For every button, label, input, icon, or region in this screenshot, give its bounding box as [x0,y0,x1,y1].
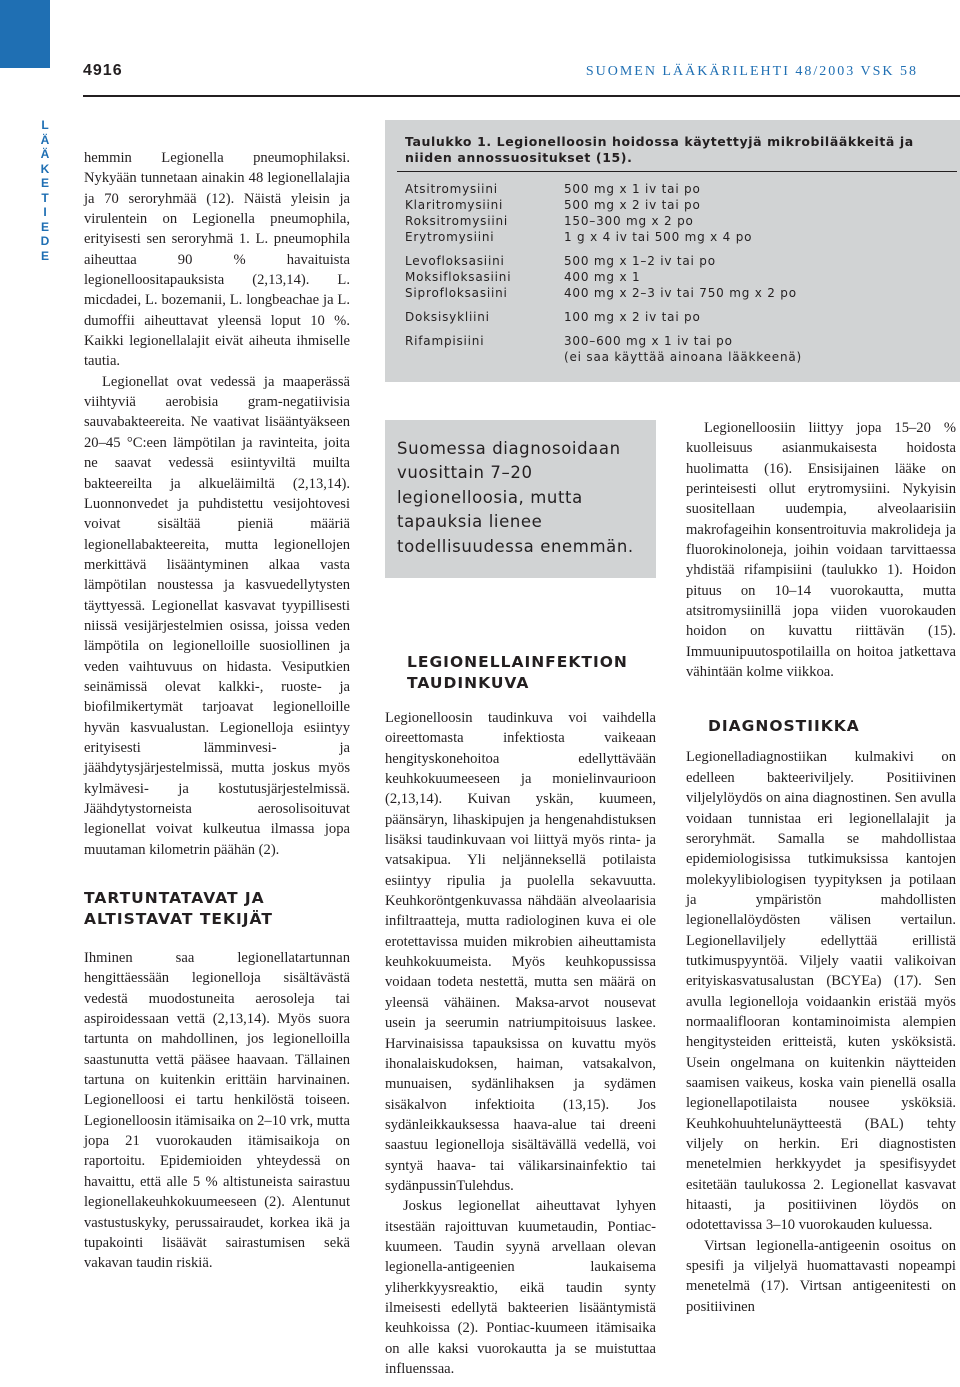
drug-name: Rifampisiini [405,334,485,348]
drug-name: Atsitromysiini [405,182,498,196]
body-paragraph: Legionelladiagnostiikan kulmakivi on edelleen bakteeriviljely. Positiivinen viljelylöydös on aina diagnostinen. Sen avulla voidaan tunnistaa eri legionellalajit ja seroryhmät. Samalla se mahdollistaa epidemiologisissa tutkimuksissa kantojen molekyylibiologisen tyypityksen ja potilaan ja ympäristön mahdollisten legionellalöydösten välisen vertailun. Legionellaviljely edellyttää erillistä tutkimuspyyntöä. Viljely vaatii valikoivan erityiskasvatusalustan (BCYEa) (17). Sen avulla legionelloja voidaankin eristää myös normaaliflooran kontaminoimista alempien hengitysteiden eritteistä, kuten ysköksistä. Usein ongelmana on kuitenkin näytteiden saamisen vaikeus, koska vain pienellä osalla legionellapotilaista nousee ysköksiä. Keuhkohuuhtelunäytteestä (BAL) tehty viljely on herkin. Eri diagnostisten menetelmien herkkyydet ja spesifisyydet esitetään taulukossa 2. Legionellat kasvavat hitaasti, ja positiivinen löydös on odotettavissa 3–10 vuorokauden kuluessa. [686,749,956,1234]
drug-name [405,349,564,365]
drug-group [405,309,945,325]
section-letter: D [40,234,50,248]
section-heading: TARTUNTATAVAT JA ALTISTAVAT TEKIJÄT [84,889,273,929]
article-column-2 [385,652,656,1379]
drug-dosage-table [405,181,945,373]
section-letter: E [40,219,49,234]
section-letter: Ä [40,147,50,161]
drug-name: Doksisykliini [405,310,490,324]
body-paragraph: Joskus legionellat aiheuttavat lyhyen itsestään rajoittuvan kuumetaudin, Pontiac-kuumeen. Taudin syynä arvellaan olevan legionella-antigeenien laukaisema yliherkkyysreaktio, eikä taudin synty ilmeisesti edellytä bakteerien lisääntymistä keuhkoissa (2). Pontiac-kuumeen itämisaika on alle kaksi vuorokautta ja se muistuttaa influenssaa. [385,1198,656,1377]
drug-name: Levofloksasiini [405,254,505,268]
drug-dose: 150–300 mg x 2 po [564,214,694,228]
page-number: 4916 [83,62,123,79]
article-column-3 [686,418,956,1317]
drug-dose: 400 mg x 2–3 iv tai 750 mg x 2 po [564,286,797,300]
table-row [405,181,945,197]
section-letter: E [40,176,49,190]
section-heading: LEGIONELLAINFEKTION TAUDINKUVA [407,653,628,692]
table-row [405,229,945,245]
drug-name: Roksitromysiini [405,214,509,228]
body-paragraph: Legionelloosiin liittyy jopa 15–20 % kuolleisuus asianmukaisesta hoidosta huolimatta (16). Ensisijainen lääke on perinteisesti ollut erytromysiini. Nykyisin suositellaan uudempia, alveolaarisiin makrofageihin konsentroituvia makrolideja ja fluorokinoloneja, joihin voidaan tarvittaessa yhdistää rifampisiini (taulukko 1). Hoidon pituus on 10–14 vuorokautta, mutta atsitromysiinillä jopa viiden vuorokauden hoidon on kuvattu riittävän (15). Immuunipuutospotilailla on hoitoa jatkettava vähintään kolme viikkoa. [686,420,956,681]
section-letter: Ä [40,132,50,147]
drug-dose: 500 mg x 1–2 iv tai po [564,254,716,268]
body-paragraph: Ihminen saa legionellatartunnan hengittäessään legionelloja sisältävästä vedestä muodostuneita aerosoleja tai aspiroidessaan vettä (2,13,14). Myös suora tartunta on mahdollinen, jos legionelloilla saastunutta vettä pääsee haavaan. Tällainen tartuna on kuitenkin erittäin harvinainen. Legionelloosi ei tartu henkilöstä toiseen. Legionelloosin itämisaika on 2–10 vrk, mutta jopa 21 vuorokauden itämisaikoja on raportoitu. Epidemioiden yhteydessä on havaittu, että alle 5 % altistuneista sairastuu legionellakeuhkokuumeeseen (2). Alentunut vastustuskyky, perussairaudet, korkea ikä ja tupakointi lisäävät sairastumisen sekä vakavan taudin riskiä. [84,950,350,1272]
table-row [405,197,945,213]
drug-dose: 1 g x 4 iv tai 500 mg x 4 po [564,230,753,244]
pull-quote: Suomessa diagnosoidaan vuosittain 7–20 legionelloosia, mutta tapauksia lienee todellisuudessa enemmän. [397,439,634,556]
drug-group [405,181,945,245]
section-letter: T [41,190,49,205]
body-paragraph: hemmin Legionella pneumophilaksi. Nykyään tunnetaan ainakin 48 legionellalajia ja 70 seroryhmää (12). Näistä yleisin ja virulentein on Legionella pneumophila, erityisesti sen seroryhmä 1. L. pneumophila aiheuttaa 90 % havaituista legionelloositapauksista (2,13,14). L. micdadei, L. bozemanii, L. longbeachae ja L. dumoffii aiheuttavat yleensä loput 10 %. Kaikki legionellalajit eivät aiheuta ihmiselle tautia. [84,150,350,370]
table-row [405,253,945,269]
body-paragraph: Virtsan legionella-antigeenin osoitus on spesifi ja viljelyä huomattavasti nopeampi menetelmä (17). Virtsan antigeenitesti on positiivinen [686,1237,956,1315]
journal-title: SUOMEN LÄÄKÄRILEHTI 48/2003 VSK 58 [585,64,918,79]
table-title: Taulukko 1. Legionelloosin hoidossa käytettyjä mikrobilääkkeitä ja niiden annossuositukset (15). [405,134,914,165]
drug-group [405,333,945,365]
section-heading: DIAGNOSTIIKKA [708,717,860,736]
drug-dose: 100 mg x 2 iv tai po [564,310,701,324]
drug-name: Erytromysiini [405,230,495,244]
drug-group [405,253,945,301]
drug-dose: 500 mg x 2 iv tai po [564,198,701,212]
drug-name: Siprofloksasiini [405,286,508,300]
table-row [405,349,945,365]
header-rule [83,95,960,97]
section-letter: I [43,205,47,219]
drug-name: Klaritromysiini [405,198,504,212]
section-letter: E [40,248,49,263]
table-row [405,333,945,349]
drug-dose: 300–600 mg x 1 iv tai po [564,334,733,348]
table-row [405,309,945,325]
section-letter: L [41,118,49,132]
section-letter: K [40,161,50,176]
body-paragraph: Legionellat ovat vedessä ja maaperässä viihtyviä aerobisia gram-negatiivisia sauvabakteereita. Ne vaativat lisääntyäkseen 20–45 °C:een lämpötilan ja ravinteita, joita ne saavat vedessä esiintyviltä muilta bakteereilta ja alkueläimiltä (2,13,14). Luonnonvedet ja puhdistettu vesijohtovesi voivat sisältää pieniä määriä legionellabakteereita, mutta legionellojen merkittävä lisääntyminen alkaa vasta lämpötilan noustessa ja kasvuedellytysten täyttyessä. Legionellat kasvavat tyypillisesti niissä vesijärjestelmien osissa, joissa veden lämpötila on legionelloille suosiollinen ja veden vaihtuvuus on hidasta. Vesiputkien seinämissä olevat kalkki-, ruoste- ja biofilmikertymät tarjoavat legionelloille hyvän kasvualustan. Legionelloja esiintyy erityisesti lämminvesi- ja jäähdytysjärjestelmissä, mutta joskus myös kylmävesi- ja kostutusjärjestelmissä. Jäähdytystorneista aerosolisoituvat legionellat voivat kulkeutua ilmassa jopa muutaman kilometrin päähän (2). [84,373,350,858]
drug-dose: 400 mg x 1 [564,270,641,284]
table-rule [397,171,957,172]
section-color-tab [0,0,50,68]
table-row [405,269,945,285]
drug-name: Moksifloksasiini [405,270,512,284]
body-paragraph: Legionelloosin taudinkuva voi vaihdella oireettomasta infektiosta vaikeaan hengityskonehoitoa edellyttävään keuhkokuumeeseen ja monielinvaurioon (2,13,14). Kuivan yskän, kuumeen, päänsäryn, lihaskipujen ja hengenahdistuksen lisäksi taudinkuvaan voi liittyä myös rinta- ja vatsakipua. Yli neljänneksellä potilaista esiintyy ripulia ja puolella sekavuutta. Keuhkoröntgenkuvassa nähdään alveolaarisia infiltraatteja, mutta radiologinen kuva ei ole erotettavissa muiden mikrobien aiheuttamista keuhkokuumeista. Myös keuhkopussissa voidaan todeta nestettä, mutta sen määrä on yleensä vähäinen. Maksa-arvot nousevat usein ja seerumin natriumpitoisuus laskee. Harvinaisissa tapauksissa on kuvattu myös ihonalaiskudoksen, haiman, vatsakalvon, munuaisen, sydänlihaksen ja sydämen sisäkalvon infektioita (13,15). Jos sydänleikkauksessa haava-alue tai dreeni saastuu legionelloja sisältävällä vedellä, voi syntyä haava- tai välikarsinainfektio tai sydänpussinTulehdus. [385,710,656,1194]
table-row [405,285,945,301]
article-column-1 [84,148,350,1274]
table-row [405,213,945,229]
drug-dose: (ei saa käyttää ainoana lääkkeenä) [564,350,802,364]
section-label [38,118,52,263]
drug-dose: 500 mg x 1 iv tai po [564,182,701,196]
